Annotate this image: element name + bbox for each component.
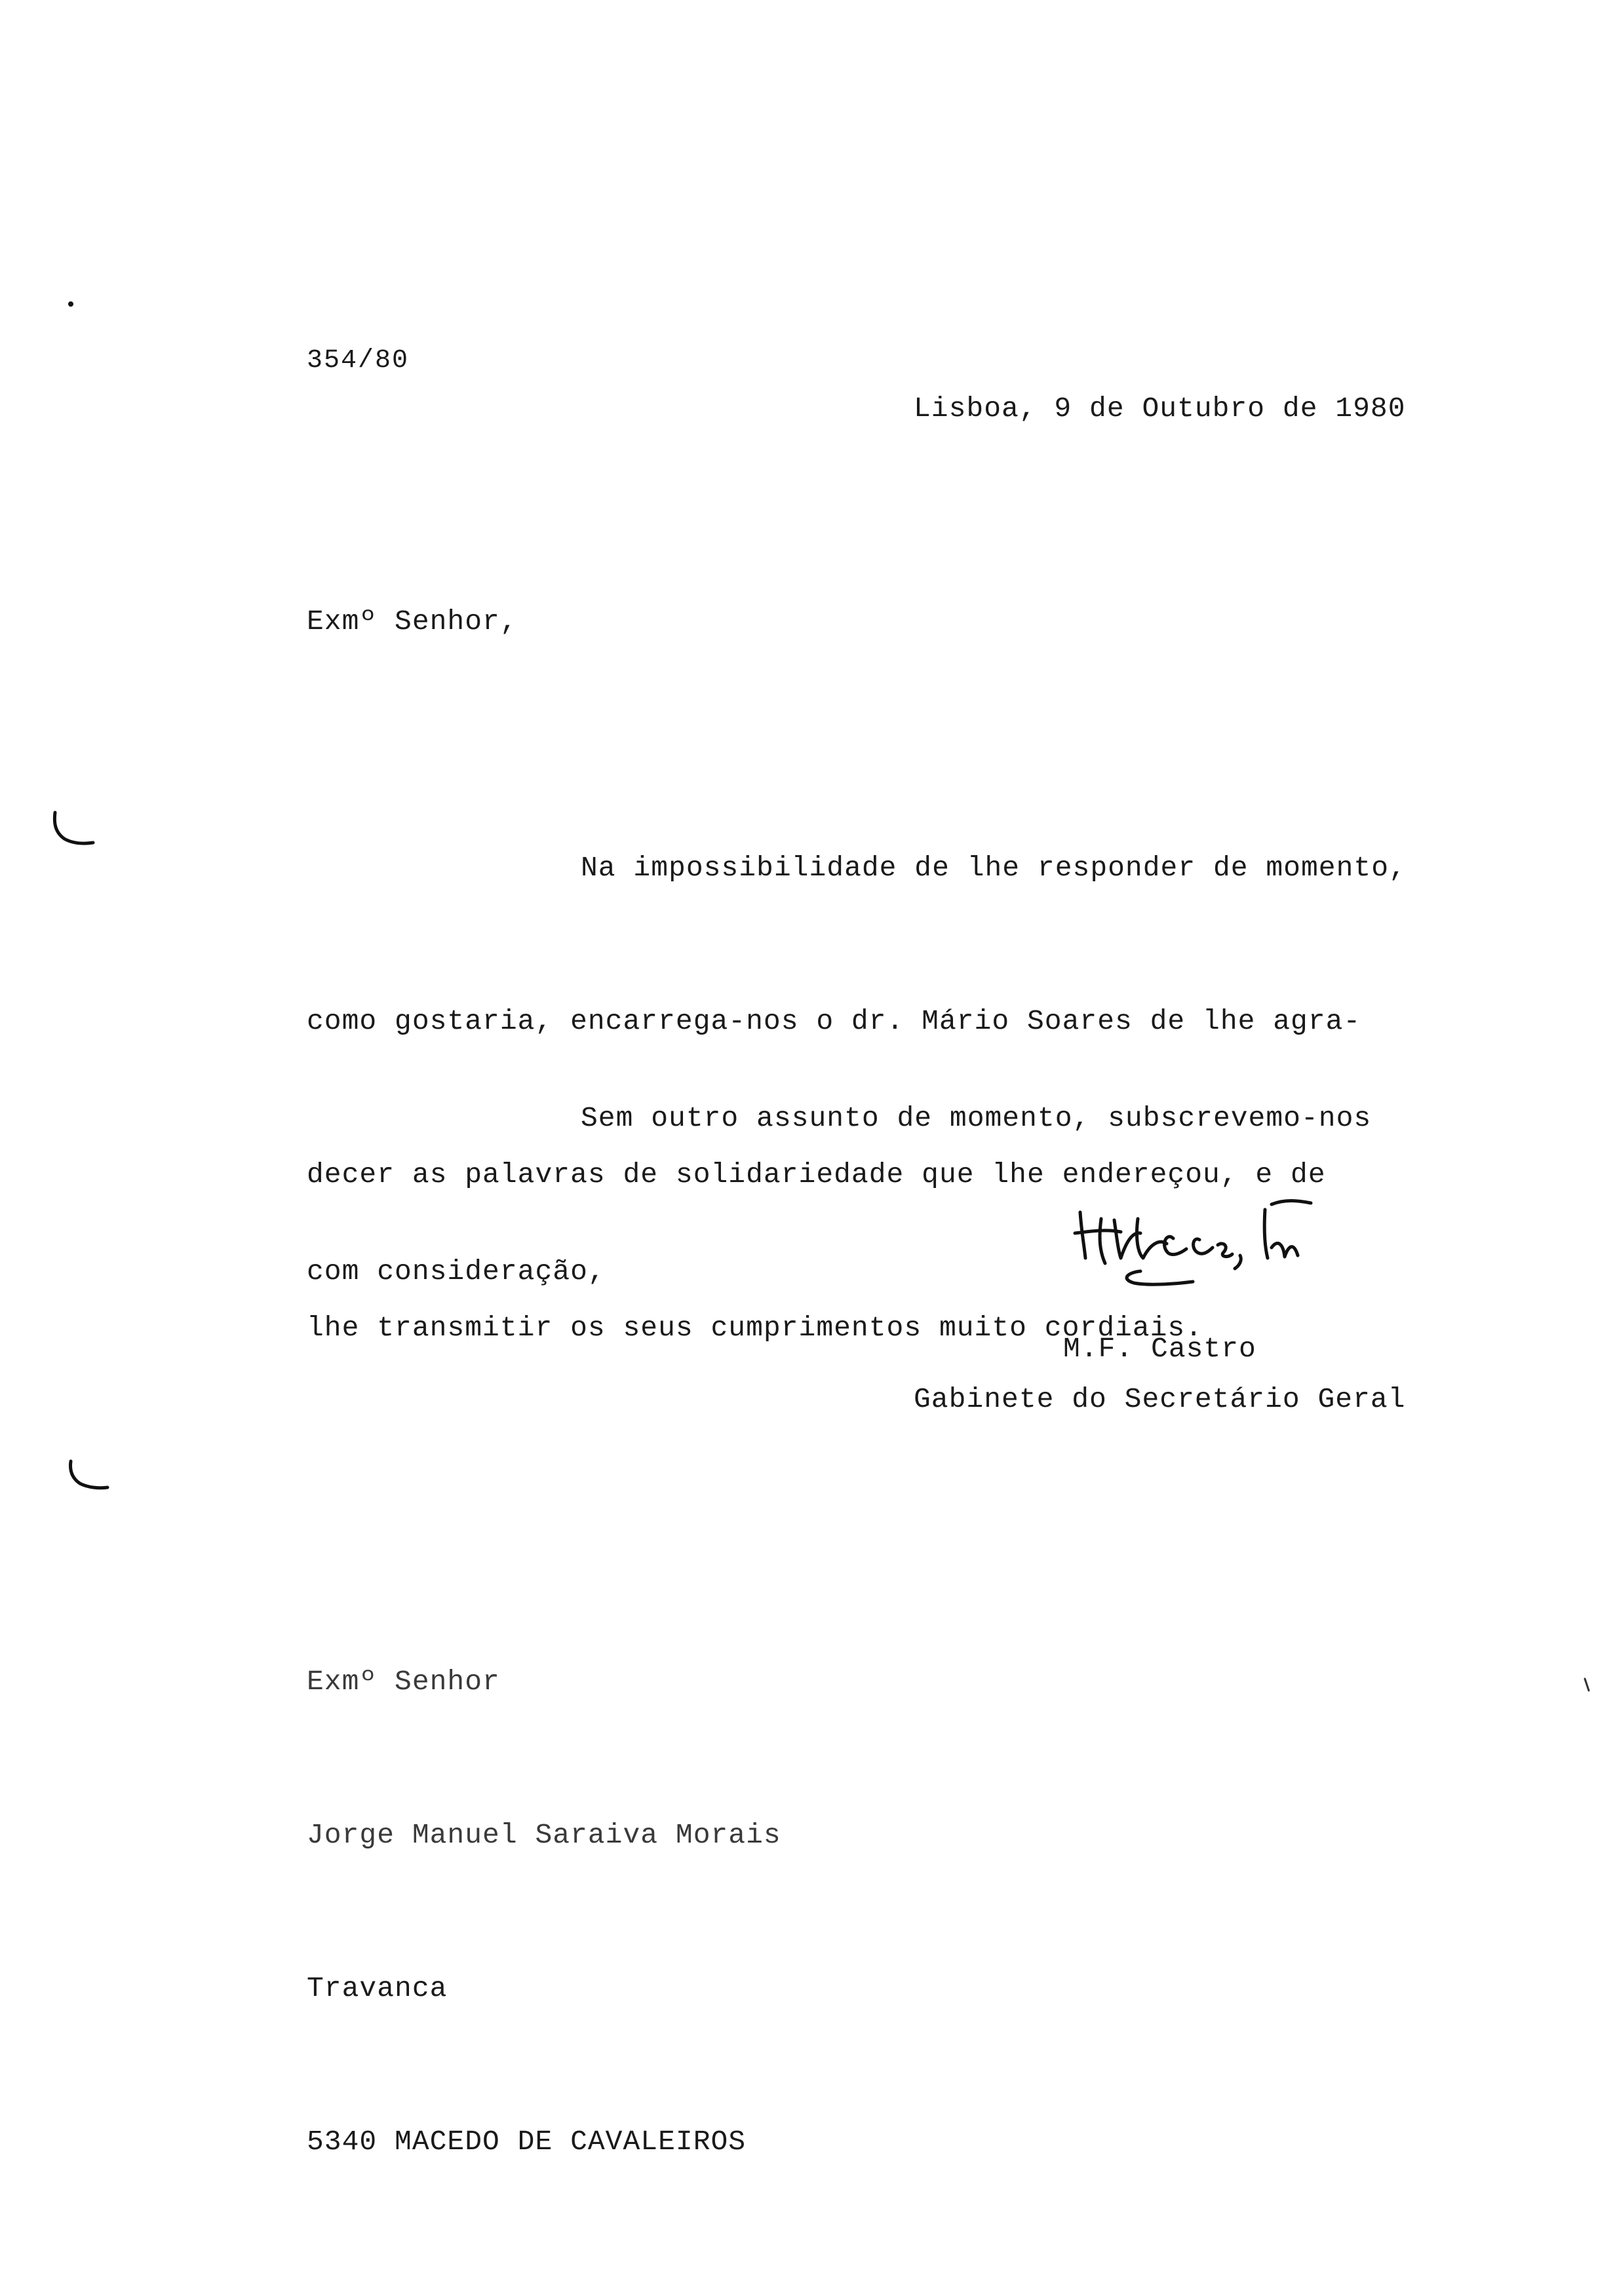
recipient-line: Travanca: [307, 1972, 448, 2004]
recipient-address: [307, 1554, 781, 2219]
body-line: lhe transmitir os seus cumprimentos muito cordiais.: [307, 1312, 1203, 1344]
recipient-line: Jorge Manuel Saraiva Morais: [307, 1819, 781, 1851]
body-line: decer as palavras de solidariedade que lhe endereçou, e de: [307, 1158, 1326, 1191]
scan-artifact-dot: [66, 299, 79, 312]
handwritten-signature: [1075, 1193, 1324, 1297]
recipient-line: Exmº Senhor: [307, 1666, 500, 1698]
salutation: Exmº Senhor,: [307, 605, 518, 638]
scan-artifact-tick: [1584, 1677, 1591, 1693]
body-line: Sem outro assunto de momento, subscrevemo-nos: [581, 1102, 1372, 1134]
recipient-line: 5340 MACEDO DE CAVALEIROS: [307, 2126, 747, 2158]
body-line: Na impossibilidade de lhe responder de momento,: [581, 852, 1407, 884]
scan-artifact-hook: [66, 1460, 118, 1499]
body-line: como gostaria, encarrega-nos o dr. Mário Soares de lhe agra-: [307, 1005, 1361, 1037]
body-paragraph-2: [307, 991, 1552, 1349]
signatory-name: M.F. Castro: [1063, 1333, 1256, 1365]
reference-number: 354/80: [307, 346, 410, 375]
scan-artifact-hook: [50, 810, 102, 849]
signatory-department: Gabinete do Secretário Geral: [914, 1383, 1406, 1415]
body-line: com consideração,: [307, 1255, 606, 1288]
place-date: Lisboa, 9 de Outubro de 1980: [914, 392, 1406, 425]
